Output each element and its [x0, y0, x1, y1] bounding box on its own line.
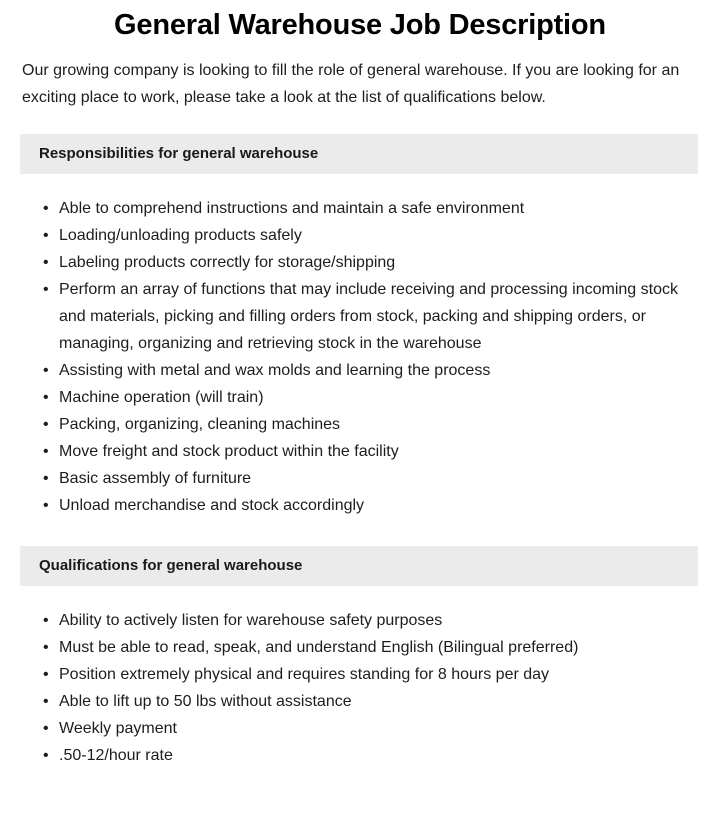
list-item: • Loading/unloading products safely — [0, 222, 720, 249]
list-item: • Basic assembly of furniture — [0, 465, 720, 492]
list-item: • .50-12/hour rate — [0, 742, 720, 769]
list-item: • Machine operation (will train) — [0, 384, 720, 411]
list-item: • Labeling products correctly for storage/shipping — [0, 249, 720, 276]
responsibilities-list — [0, 195, 720, 519]
qualifications-list — [0, 607, 720, 769]
page-title: General Warehouse Job Description — [114, 9, 606, 41]
list-item: • Must be able to read, speak, and understand English (Bilingual preferred) — [0, 634, 720, 661]
list-item: • Assisting with metal and wax molds and learning the process — [0, 357, 720, 384]
list-item: • Position extremely physical and requires standing for 8 hours per day — [0, 661, 720, 688]
list-item: • Packing, organizing, cleaning machines — [0, 411, 720, 438]
list-item: • Unload merchandise and stock accordingly — [0, 492, 720, 519]
section-header-qualifications — [20, 546, 698, 586]
list-item: • Able to comprehend instructions and maintain a safe environment — [0, 195, 720, 222]
list-item: • Move freight and stock product within the facility — [0, 438, 720, 465]
intro-paragraph: Our growing company is looking to fill the role of general warehouse. If you are looking for an exciting place to work, please take a look at the list of qualifications below. — [22, 62, 680, 106]
list-item: • Able to lift up to 50 lbs without assistance — [0, 688, 720, 715]
list-item: • Perform an array of functions that may include receiving and processing incoming stock and materials, picking and filling orders from stock, packing and shipping orders, or managing, organizing and retrieving stock in the warehouse — [0, 276, 720, 357]
section-header-label: Responsibilities for general warehouse — [39, 145, 319, 162]
list-item: • Ability to actively listen for warehouse safety purposes — [0, 607, 720, 634]
section-header-responsibilities — [20, 134, 698, 174]
list-item: • Weekly payment — [0, 715, 720, 742]
section-qualifications — [0, 546, 720, 769]
section-header-label: Qualifications for general warehouse — [39, 557, 303, 574]
section-responsibilities — [0, 134, 720, 519]
